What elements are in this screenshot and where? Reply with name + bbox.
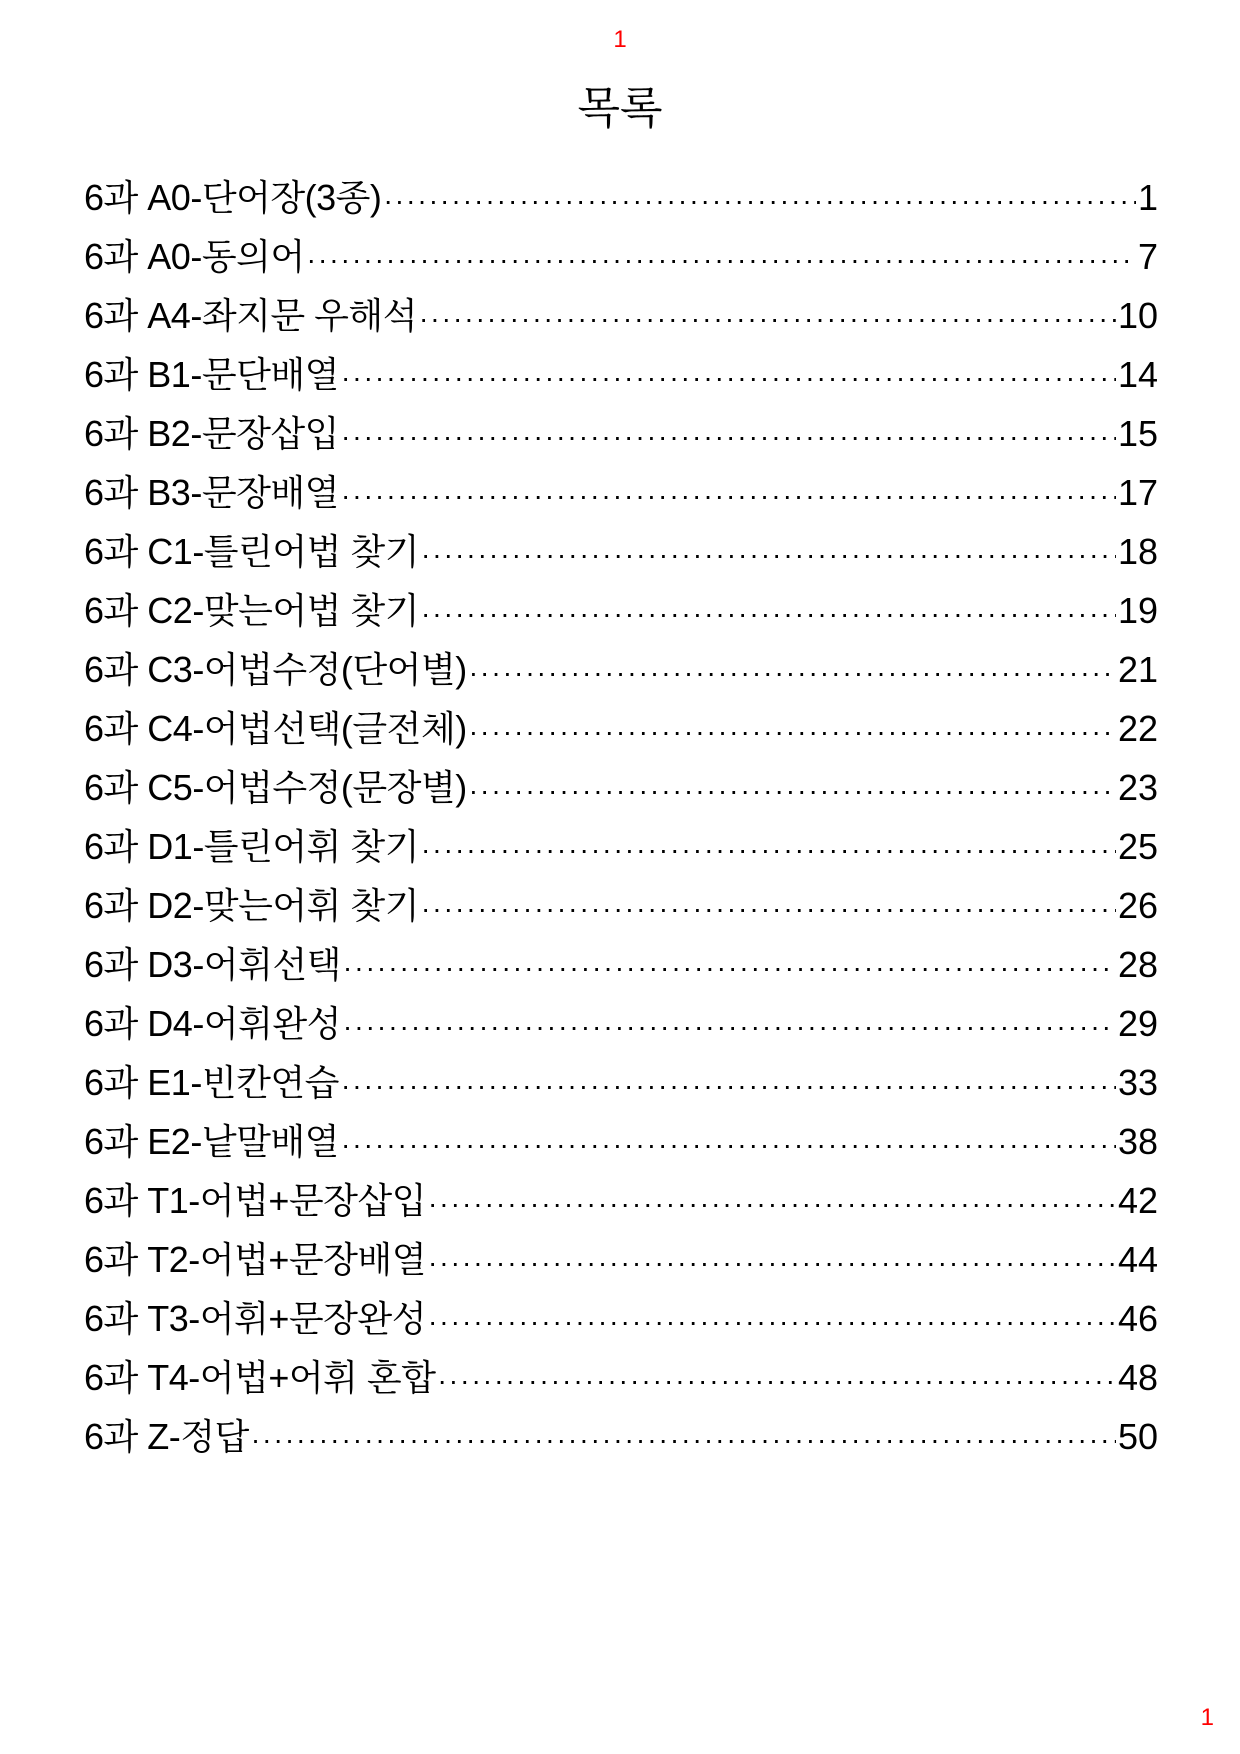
toc-entry-page: 14 [1117,354,1158,395]
toc-entry-label: 6과 C1-틀린어법 찾기 [84,531,419,572]
dot-leader [341,1070,1116,1102]
toc-entry-label: 6과 A4-좌지문 우해석 [84,295,417,336]
dot-leader [428,1306,1116,1338]
toc-entry[interactable] [84,229,1158,288]
toc-entry[interactable] [84,170,1158,229]
toc-entry-page: 17 [1117,472,1158,513]
toc-entry[interactable] [84,1291,1158,1350]
toc-entry-label: 6과 T3-어휘+문장완성 [84,1298,426,1339]
page-title: 목록 [577,83,663,134]
toc-entry[interactable] [84,1409,1158,1468]
dot-leader [428,1188,1116,1220]
toc-entry-page: 48 [1117,1357,1158,1398]
toc-entry[interactable] [84,347,1158,406]
dot-leader [421,834,1116,866]
toc-entry-page: 25 [1117,826,1158,867]
toc-entry[interactable] [84,583,1158,642]
dot-leader [341,362,1116,394]
toc-entry-label: 6과 C5-어법수정(문장별) [84,767,467,808]
dot-leader [421,893,1116,925]
toc-entry-label: 6과 B2-문장삽입 [84,413,339,454]
dot-leader [341,1129,1116,1161]
toc-entry-label: 6과 T2-어법+문장배열 [84,1239,426,1280]
dot-leader [437,1365,1115,1397]
toc-entry[interactable] [84,701,1158,760]
toc-entry-label: 6과 T4-어법+어휘 혼합 [84,1357,436,1398]
toc-entry-page: 22 [1117,708,1158,749]
dot-leader [383,185,1136,217]
dot-leader [343,1011,1116,1043]
toc-entry-label: 6과 D1-틀린어휘 찾기 [84,826,419,867]
dot-leader [341,480,1116,512]
toc-entry-page: 46 [1117,1298,1158,1339]
toc-entry[interactable] [84,1350,1158,1409]
toc-entry[interactable] [84,937,1158,996]
table-of-contents [84,170,1158,1468]
toc-entry[interactable] [84,760,1158,819]
header-page-number: 1 [613,26,627,53]
toc-entry[interactable] [84,465,1158,524]
toc-entry-label: 6과 T1-어법+문장삽입 [84,1180,426,1221]
dot-leader [251,1424,1116,1456]
toc-entry-page: 29 [1117,1003,1158,1044]
toc-entry-page: 28 [1117,944,1158,985]
dot-leader [469,716,1116,748]
toc-entry-page: 50 [1117,1416,1158,1457]
dot-leader [428,1247,1116,1279]
toc-entry[interactable] [84,1055,1158,1114]
toc-entry[interactable] [84,878,1158,937]
toc-entry-label: 6과 D2-맞는어휘 찾기 [84,885,419,926]
toc-entry-page: 42 [1117,1180,1158,1221]
toc-entry-label: 6과 B3-문장배열 [84,472,339,513]
toc-entry[interactable] [84,406,1158,465]
dot-leader [421,539,1116,571]
dot-leader [307,244,1136,276]
toc-entry-page: 7 [1137,236,1158,277]
toc-entry[interactable] [84,642,1158,701]
toc-entry[interactable] [84,1114,1158,1173]
dot-leader [421,598,1116,630]
footer-page-number: 1 [1200,1704,1214,1731]
toc-entry-page: 10 [1117,295,1158,336]
toc-entry[interactable] [84,1232,1158,1291]
toc-entry-label: 6과 C3-어법수정(단어별) [84,649,467,690]
toc-entry-label: 6과 E2-낱말배열 [84,1121,339,1162]
toc-entry-page: 38 [1117,1121,1158,1162]
dot-leader [469,775,1116,807]
dot-leader [419,303,1116,335]
toc-entry[interactable] [84,996,1158,1055]
toc-entry-label: 6과 Z-정답 [84,1416,249,1457]
toc-entry[interactable] [84,1173,1158,1232]
toc-entry-label: 6과 D3-어휘선택 [84,944,341,985]
toc-entry-page: 15 [1117,413,1158,454]
toc-entry-label: 6과 B1-문단배열 [84,354,339,395]
toc-entry[interactable] [84,288,1158,347]
toc-entry-label: 6과 E1-빈칸연습 [84,1062,339,1103]
dot-leader [341,421,1116,453]
toc-entry-page: 33 [1117,1062,1158,1103]
dot-leader [469,657,1116,689]
toc-entry-page: 19 [1117,590,1158,631]
dot-leader [343,952,1116,984]
toc-entry-label: 6과 C4-어법선택(글전체) [84,708,467,749]
toc-entry[interactable] [84,524,1158,583]
toc-entry-label: 6과 A0-동의어 [84,236,305,277]
toc-entry-label: 6과 D4-어휘완성 [84,1003,341,1044]
toc-entry-page: 1 [1137,177,1158,218]
toc-entry-page: 23 [1117,767,1158,808]
toc-entry-page: 18 [1117,531,1158,572]
toc-entry-label: 6과 A0-단어장(3종) [84,177,382,218]
toc-entry-label: 6과 C2-맞는어법 찾기 [84,590,419,631]
toc-entry-page: 26 [1117,885,1158,926]
toc-entry-page: 21 [1117,649,1158,690]
toc-entry-page: 44 [1117,1239,1158,1280]
toc-entry[interactable] [84,819,1158,878]
